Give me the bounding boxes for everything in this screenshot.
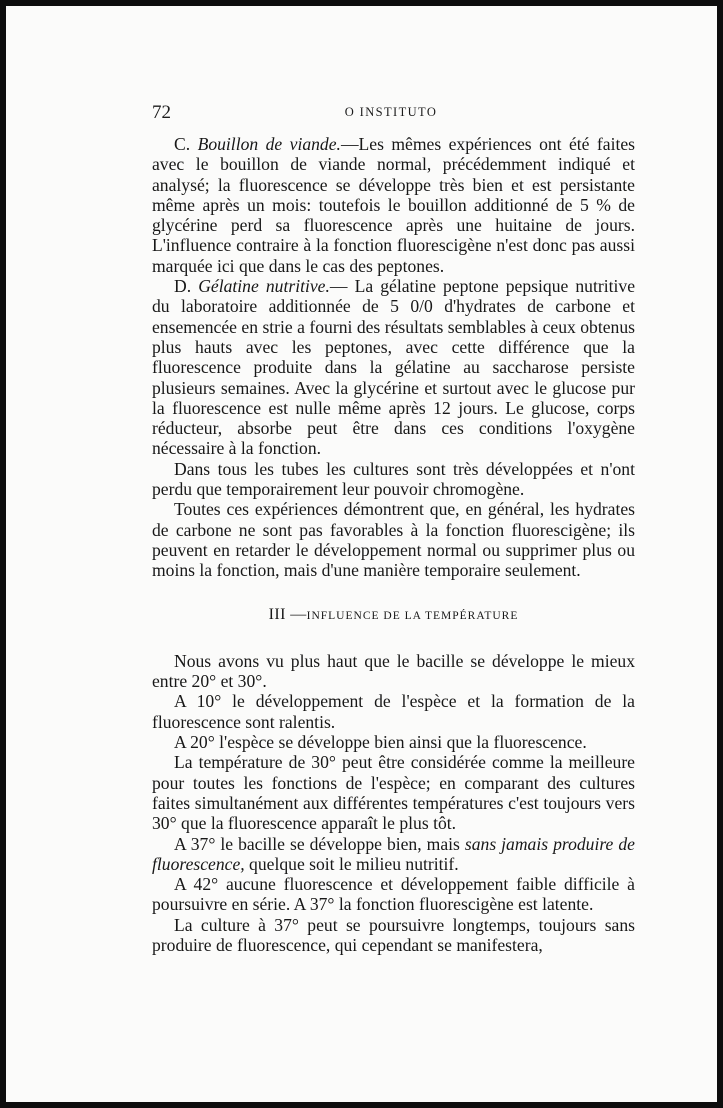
paragraph-text: quelque soit le milieu nutritif.: [244, 853, 459, 874]
paragraph-label: D.: [174, 276, 192, 297]
paragraph-conclusion: [152, 499, 635, 580]
journal-title: O INSTITUTO: [344, 105, 438, 119]
page-number: 72: [152, 102, 171, 123]
paragraph-text: Toutes ces expériences démontrent que, en général, les hydrates de carbone ne sont pas favorables à la fonction fluorescigène; ils peuvent en retarder le développement normal ou supprimer plus ou moins la fonction, mais d'une manière temporaire seulement.: [152, 499, 635, 581]
running-head: [152, 96, 630, 126]
paragraph-20-degrees: A 20° l'espèce se développe bien ainsi que la fluorescence.: [174, 732, 587, 753]
paragraph-culture-37: La culture à 37° peut se poursuivre longtemps, toujours sans produire de fluorescence, qui cependant se manifestera,: [152, 914, 635, 955]
section-heading: [152, 605, 635, 626]
body-text: [152, 134, 635, 955]
paragraph-30-degrees: La température de 30° peut être considérée comme la meilleure pour toutes les fonctions de l'espèce; en comparant des cultures faites simultanément aux différentes températures c'est toujours vers 30° que la fluorescence apparaît le plus tôt.: [152, 752, 635, 834]
book-page: [6, 6, 717, 1102]
paragraph-gelatine: [152, 276, 635, 459]
paragraph-italic-title: Bouillon de viande.: [197, 134, 341, 154]
paragraph-bouillon: [152, 134, 635, 276]
section-dash: —: [290, 605, 307, 623]
paragraph-text: —Les mêmes expériences ont été faites avec le bouillon de viande normal, précédemment indiqué et analysé; la fluorescence se développe très bien et est persistante même après un mois: toutefois le bouillon additionné de 5 % de glycérine perd sa fluorescence après une huitaine de jours. L'influence contraire à la fonction fluorescigène n'est donc pas aussi marquée ici que dans le cas des peptones.: [152, 134, 636, 276]
paragraph-42-degrees: A 42° aucune fluorescence et développement faible difficile à poursuivre en série. A 37° la fonction fluorescigène est latente.: [152, 874, 635, 915]
section-title: INFLUENCE DE LA TEMPÉRATURE: [306, 609, 519, 622]
paragraph-italic-phrase: sans jamais produire de fluorescence,: [152, 833, 635, 874]
paragraph-optimum: Nous avons vu plus haut que le bacille se développe le mieux entre 20° et 30°.: [152, 650, 635, 692]
paragraph-37-degrees: [152, 834, 635, 875]
section-roman-numeral: III: [268, 605, 286, 623]
paragraph-tubes: [152, 459, 635, 500]
paragraph-text: — La gélatine peptone pepsique nutritive du laboratoire additionnée de 5 0/0 d'hydrates de carbone et ensemencée en strie a fourni des résultats semblables à ceux obtenus plus hauts avec les peptones, avec cette différence que la fluorescence produite dans la gélatine au saccharose persiste plusieurs semaines. Avec la glycérine et surtout avec le glucose pur la fluorescence est nulle même après 12 jours. Le glucose, corps réducteur, absorbe peut être dans ces conditions l'oxygène nécessaire à la fonction.: [152, 276, 635, 459]
paragraph-10-degrees: A 10° le développement de l'espèce et la formation de la fluorescence sont ralentis.: [152, 691, 635, 732]
paragraph-text: Dans tous les tubes les cultures sont très développées et n'ont perdu que temporairement leur pouvoir chromogène.: [152, 458, 635, 500]
paragraph-text: A 37° le bacille se développe bien, mais: [174, 833, 465, 854]
paragraph-label: C.: [174, 134, 191, 154]
paragraph-italic-title: Gélatine nutritive.: [198, 276, 330, 297]
